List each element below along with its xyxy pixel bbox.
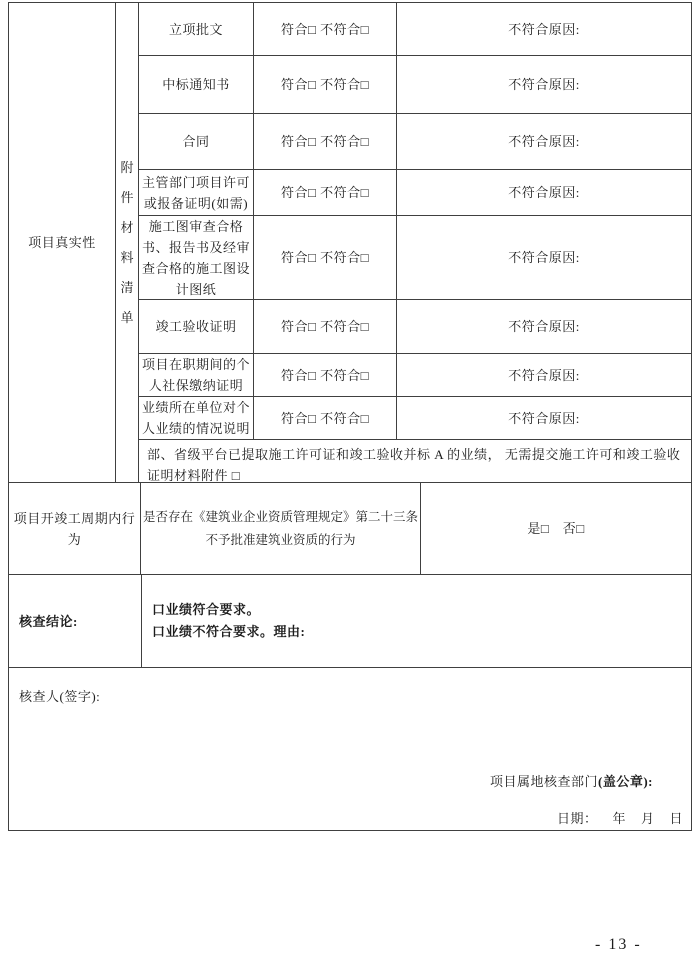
reason-cell — [397, 114, 692, 170]
item-name-cell — [139, 170, 254, 216]
compliance-checkbox-cell[interactable] — [254, 216, 397, 300]
period-options: 是□ 否□ — [527, 521, 585, 536]
compliance-options: 符合□ 不符合□ — [281, 134, 369, 149]
item-name: 主管部门项目许可或报备证明(如需) — [141, 174, 250, 211]
item-name-cell — [139, 56, 254, 114]
item-name-cell — [139, 114, 254, 170]
compliance-checkbox-cell[interactable] — [254, 170, 397, 216]
verifier-signature-label: 核查人(签字): — [19, 689, 101, 704]
compliance-options: 符合□ 不符合□ — [281, 250, 369, 265]
reason-cell — [397, 354, 692, 397]
item-name-cell — [139, 397, 254, 440]
item-name: 竣工验收证明 — [155, 319, 237, 334]
conclusion-option-fail: 口业绩不符合要求。理由: — [152, 624, 306, 639]
item-name: 业绩所在单位对个人业绩的情况说明 — [141, 400, 250, 436]
platform-note-checkbox-cell[interactable] — [139, 440, 692, 483]
period-question-cell — [141, 483, 421, 575]
compliance-checkbox-cell[interactable] — [254, 56, 397, 114]
attachment-list-cell — [116, 3, 139, 483]
reason-label: 不符合原因: — [508, 77, 580, 92]
department-seal-suffix: (盖公章): — [598, 774, 653, 789]
reason-label: 不符合原因: — [508, 250, 580, 265]
reason-label: 不符合原因: — [508, 134, 580, 149]
item-name: 中标通知书 — [162, 77, 230, 92]
compliance-options: 符合□ 不符合□ — [281, 367, 369, 383]
period-label-cell — [9, 483, 141, 575]
compliance-options: 符合□ 不符合□ — [281, 185, 369, 200]
reason-cell — [397, 170, 692, 216]
date-line: 日期： 年 月 日 — [556, 811, 683, 826]
compliance-options: 符合□ 不符合□ — [281, 21, 369, 37]
compliance-checkbox-cell[interactable] — [254, 114, 397, 170]
conclusion-option-pass: 口业绩符合要求。 — [152, 602, 261, 617]
platform-note-text: 部、省级平台已提取施工许可证和竣工验收并标 A 的业绩， 无需提交施工许可和竣工验收证明材料附件 □ — [147, 447, 681, 483]
item-name: 施工图审查合格书、报告书及经审查合格的施工图设计图纸 — [141, 218, 250, 297]
reason-cell — [397, 300, 692, 354]
item-name-cell — [139, 216, 254, 300]
verification-table — [8, 2, 692, 831]
period-label: 项目开竣工周期内行为 — [13, 510, 136, 547]
signature-cell — [9, 668, 692, 831]
conclusion-label: 核查结论: — [19, 613, 78, 629]
reason-cell — [397, 56, 692, 114]
item-name-cell — [139, 354, 254, 397]
reason-cell — [397, 397, 692, 440]
reason-label: 不符合原因: — [508, 319, 580, 334]
period-options-checkbox-cell[interactable] — [421, 483, 692, 575]
attachment-list-label: 附件材料清单 — [120, 159, 134, 325]
reason-label: 不符合原因: — [508, 367, 580, 383]
compliance-checkbox-cell[interactable] — [254, 354, 397, 397]
item-name: 合同 — [182, 134, 210, 149]
compliance-options: 符合□ 不符合□ — [281, 410, 369, 426]
reason-cell — [397, 216, 692, 300]
compliance-checkbox-cell[interactable] — [254, 3, 397, 56]
compliance-options: 符合□ 不符合□ — [281, 319, 369, 334]
period-question: 是否存在《建筑业企业资质管理规定》第二十三条不予批准建筑业资质的行为 — [143, 509, 419, 547]
section-label-cell — [9, 3, 116, 483]
reason-label: 不符合原因: — [508, 21, 580, 37]
reason-label: 不符合原因: — [508, 185, 580, 200]
compliance-options: 符合□ 不符合□ — [281, 77, 369, 92]
item-name: 立项批文 — [168, 21, 223, 37]
reason-cell — [397, 3, 692, 56]
page-number: - 13 - — [595, 936, 642, 953]
project-truthfulness-label: 项目真实性 — [28, 235, 96, 250]
item-name-cell — [139, 300, 254, 354]
department-prefix: 项目属地核查部门 — [489, 774, 598, 789]
item-name-cell — [139, 3, 254, 56]
item-name: 项目在职期间的个人社保缴纳证明 — [141, 357, 250, 393]
conclusion-options-cell[interactable] — [142, 575, 692, 668]
compliance-checkbox-cell[interactable] — [254, 300, 397, 354]
reason-label: 不符合原因: — [508, 410, 580, 426]
conclusion-label-cell — [9, 575, 142, 668]
compliance-checkbox-cell[interactable] — [254, 397, 397, 440]
department-seal-label — [490, 771, 653, 792]
